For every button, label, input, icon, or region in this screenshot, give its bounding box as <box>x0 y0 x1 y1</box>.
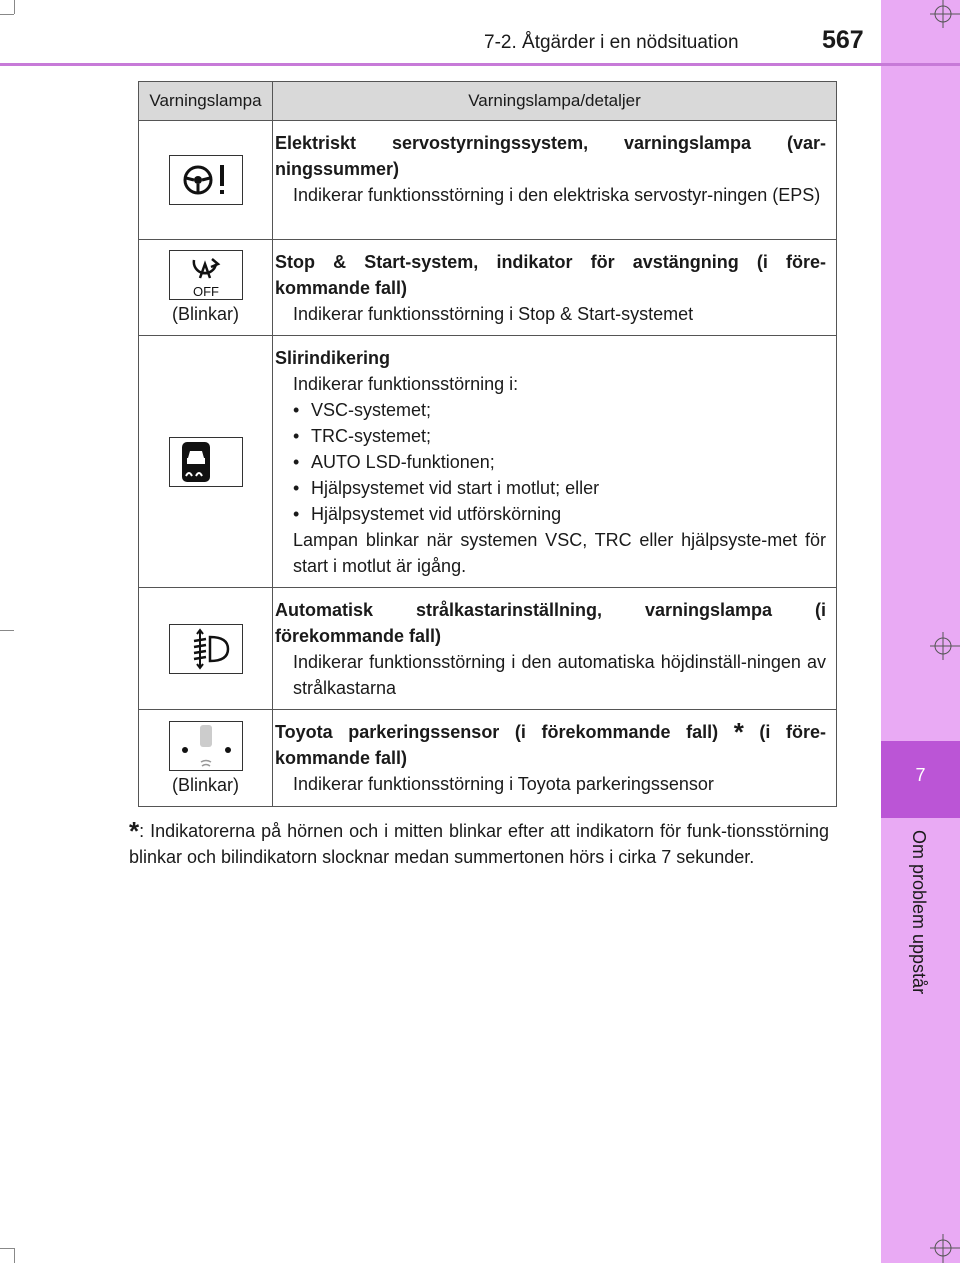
row-title-wrap <box>275 719 826 771</box>
footnote-text: : Indikatorerna på hörnen och i mitten blinkar efter att indikatorn för funk-tionsstörning blinkar och bilindikatorn slocknar medan summertonen hörs i cirka 7 sekunder. <box>129 821 829 867</box>
column-header-light: Varningslampa <box>139 82 273 121</box>
table-row <box>139 710 837 807</box>
detail-cell <box>273 336 837 588</box>
icon-cell <box>139 240 273 336</box>
list-item: • Hjälpsystemet vid start i motlut; eller <box>293 475 826 501</box>
crop-mark <box>0 1248 14 1249</box>
list-item: • TRC-systemet; <box>293 423 826 449</box>
chapter-number: 7 <box>915 765 926 785</box>
table-row <box>139 240 837 336</box>
crop-mark <box>14 0 15 14</box>
row-body: Indikerar funktionsstörning i den automatiska höjdinställ-ningen av strålkastarna <box>293 652 826 698</box>
row-body: Indikerar funktionsstörning i Toyota parkeringssensor <box>293 774 714 794</box>
chapter-label: Om problem uppstår <box>909 830 929 995</box>
icon-cell <box>139 336 273 588</box>
column-header-details: Varningslampa/detaljer <box>273 82 837 121</box>
detail-cell <box>273 121 837 240</box>
power-steering-warning-icon <box>169 155 243 205</box>
crop-mark <box>14 1248 15 1263</box>
table-header-row <box>139 82 837 121</box>
headlight-leveling-icon <box>169 624 243 674</box>
section-title: 7-2. Åtgärder i en nödsituation <box>484 32 739 53</box>
registration-mark <box>930 0 960 30</box>
row-title: Automatisk strålkastarinställning, varningslampa (i förekommande fall) <box>275 600 826 646</box>
row-title: Toyota parkeringssensor (i förekommande fall) <box>275 722 719 742</box>
stop-start-off-icon <box>169 250 243 300</box>
row-body: Indikerar funktionsstörning i Stop & Start-systemet <box>293 304 694 324</box>
registration-mark <box>930 1234 960 1263</box>
chapter-label-wrap <box>908 830 932 1010</box>
slip-indicator-icon <box>169 437 243 487</box>
row-intro: Indikerar funktionsstörning i: <box>293 374 519 394</box>
list-item: • AUTO LSD-funktionen; <box>293 449 826 475</box>
table-row <box>139 336 837 588</box>
icon-off-label: OFF <box>192 284 219 299</box>
footnote-star: * <box>733 717 744 747</box>
table-row <box>139 588 837 710</box>
icon-cell <box>139 121 273 240</box>
page-number: 567 <box>822 26 864 54</box>
blink-note: (Blinkar) <box>171 304 239 324</box>
row-title: Stop & Start-system, indikator för avstängning (i före-kommande fall) <box>275 252 826 298</box>
header-rule <box>0 63 960 66</box>
registration-mark <box>930 632 960 662</box>
footnote-star: * <box>129 816 140 846</box>
list-item: • Hjälpsystemet vid utförskörning <box>293 501 826 527</box>
parking-sensor-icon <box>169 721 243 771</box>
detail-cell <box>273 710 837 807</box>
detail-cell <box>273 588 837 710</box>
list-item: • VSC-systemet; <box>293 397 826 423</box>
icon-cell <box>139 588 273 710</box>
row-title-tail: (i före-kommande fall) <box>275 722 826 768</box>
icon-cell <box>139 710 273 807</box>
detail-cell <box>273 240 837 336</box>
blink-note: (Blinkar) <box>171 774 239 795</box>
bullet-list <box>275 397 826 527</box>
row-body: Indikerar funktionsstörning i den elektriska servostyr-ningen (EPS) <box>293 185 821 205</box>
footnote <box>129 818 829 870</box>
crop-mark <box>0 630 14 631</box>
crop-mark <box>0 14 14 15</box>
warning-light-table <box>138 81 837 807</box>
row-title: Elektriskt servostyrningssystem, varningslampa (var-ningssummer) <box>275 133 826 179</box>
table-row <box>139 121 837 240</box>
row-title: Slirindikering <box>275 348 391 368</box>
row-outro: Lampan blinkar när systemen VSC, TRC eller hjälpsyste-met för start i motlut är igång. <box>293 530 826 576</box>
